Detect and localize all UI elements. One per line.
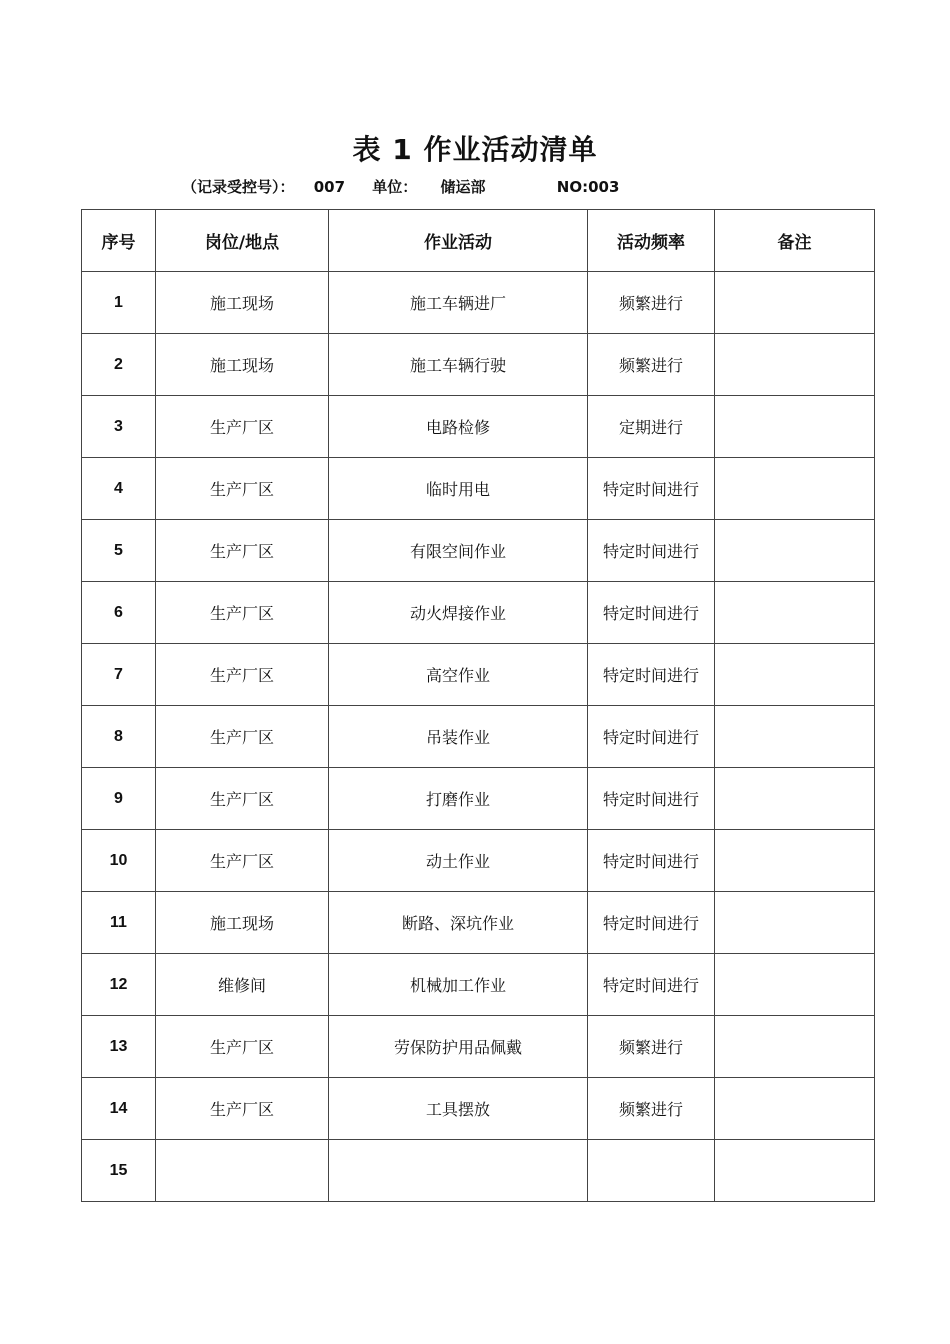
remarks-cell <box>715 706 875 768</box>
remarks-cell <box>715 396 875 458</box>
activity-cell: 临时用电 <box>329 458 588 520</box>
frequency-cell: 频繁进行 <box>588 272 715 334</box>
column-header: 活动频率 <box>588 210 715 272</box>
table-header-row <box>82 210 875 272</box>
location-cell: 施工现场 <box>156 272 329 334</box>
activity-cell <box>329 1140 588 1202</box>
frequency-cell: 特定时间进行 <box>588 644 715 706</box>
row-number-cell: 13 <box>82 1016 156 1078</box>
page-title: 表 1 作业活动清单 <box>352 133 598 166</box>
activity-table <box>81 209 875 1202</box>
table-body <box>82 272 875 1202</box>
table-row <box>82 892 875 954</box>
activity-cell: 动土作业 <box>329 830 588 892</box>
row-number-cell: 5 <box>82 520 156 582</box>
table-row <box>82 644 875 706</box>
activity-cell: 劳保防护用品佩戴 <box>329 1016 588 1078</box>
location-cell: 生产厂区 <box>156 582 329 644</box>
frequency-cell: 频繁进行 <box>588 1016 715 1078</box>
table-row <box>82 768 875 830</box>
row-number-cell: 9 <box>82 768 156 830</box>
remarks-cell <box>715 520 875 582</box>
activity-cell: 施工车辆行驶 <box>329 334 588 396</box>
remarks-cell <box>715 644 875 706</box>
column-header: 备注 <box>715 210 875 272</box>
table-row <box>82 396 875 458</box>
activity-cell: 施工车辆进厂 <box>329 272 588 334</box>
frequency-cell: 特定时间进行 <box>588 768 715 830</box>
unit-value: 储运部 <box>440 178 486 196</box>
location-cell: 生产厂区 <box>156 768 329 830</box>
remarks-cell <box>715 334 875 396</box>
activity-cell: 电路检修 <box>329 396 588 458</box>
location-cell: 生产厂区 <box>156 396 329 458</box>
location-cell <box>156 1140 329 1202</box>
remarks-cell <box>715 830 875 892</box>
row-number-cell: 4 <box>82 458 156 520</box>
column-header: 序号 <box>82 210 156 272</box>
frequency-cell: 特定时间进行 <box>588 458 715 520</box>
activity-cell: 动火焊接作业 <box>329 582 588 644</box>
table-row <box>82 706 875 768</box>
activity-cell: 机械加工作业 <box>329 954 588 1016</box>
table-row <box>82 334 875 396</box>
table-row <box>82 520 875 582</box>
row-number-cell: 8 <box>82 706 156 768</box>
location-cell: 生产厂区 <box>156 706 329 768</box>
activity-cell: 工具摆放 <box>329 1078 588 1140</box>
frequency-cell <box>588 1140 715 1202</box>
frequency-cell: 频繁进行 <box>588 1078 715 1140</box>
table-row <box>82 954 875 1016</box>
remarks-cell <box>715 954 875 1016</box>
record-meta-line <box>182 176 619 197</box>
location-cell: 生产厂区 <box>156 458 329 520</box>
remarks-cell <box>715 272 875 334</box>
location-cell: 生产厂区 <box>156 1078 329 1140</box>
table-row <box>82 458 875 520</box>
location-cell: 生产厂区 <box>156 1016 329 1078</box>
row-number-cell: 6 <box>82 582 156 644</box>
table-row <box>82 1016 875 1078</box>
frequency-cell: 特定时间进行 <box>588 892 715 954</box>
remarks-cell <box>715 892 875 954</box>
table-row <box>82 272 875 334</box>
activity-cell: 吊装作业 <box>329 706 588 768</box>
row-number-cell: 10 <box>82 830 156 892</box>
remarks-cell <box>715 1140 875 1202</box>
remarks-cell <box>715 458 875 520</box>
activity-cell: 有限空间作业 <box>329 520 588 582</box>
serial-number: NO:003 <box>556 178 620 196</box>
table-row <box>82 830 875 892</box>
frequency-cell: 特定时间进行 <box>588 954 715 1016</box>
location-cell: 施工现场 <box>156 892 329 954</box>
record-label: （记录受控号）： <box>182 178 295 196</box>
row-number-cell: 7 <box>82 644 156 706</box>
frequency-cell: 特定时间进行 <box>588 582 715 644</box>
row-number-cell: 2 <box>82 334 156 396</box>
frequency-cell: 特定时间进行 <box>588 520 715 582</box>
activity-cell: 高空作业 <box>329 644 588 706</box>
frequency-cell: 特定时间进行 <box>588 830 715 892</box>
location-cell: 维修间 <box>156 954 329 1016</box>
frequency-cell: 定期进行 <box>588 396 715 458</box>
unit-label: 单位： <box>372 178 418 196</box>
frequency-cell: 频繁进行 <box>588 334 715 396</box>
table-row <box>82 1078 875 1140</box>
location-cell: 生产厂区 <box>156 644 329 706</box>
row-number-cell: 14 <box>82 1078 156 1140</box>
table-row <box>82 582 875 644</box>
row-number-cell: 12 <box>82 954 156 1016</box>
remarks-cell <box>715 768 875 830</box>
row-number-cell: 11 <box>82 892 156 954</box>
remarks-cell <box>715 1016 875 1078</box>
row-number-cell: 3 <box>82 396 156 458</box>
location-cell: 生产厂区 <box>156 520 329 582</box>
location-cell: 施工现场 <box>156 334 329 396</box>
column-header: 作业活动 <box>329 210 588 272</box>
row-number-cell: 1 <box>82 272 156 334</box>
table-row <box>82 1140 875 1202</box>
column-header: 岗位/地点 <box>156 210 329 272</box>
frequency-cell: 特定时间进行 <box>588 706 715 768</box>
remarks-cell <box>715 1078 875 1140</box>
row-number-cell: 15 <box>82 1140 156 1202</box>
record-number: 007 <box>313 178 346 196</box>
activity-cell: 断路、深坑作业 <box>329 892 588 954</box>
remarks-cell <box>715 582 875 644</box>
activity-cell: 打磨作业 <box>329 768 588 830</box>
location-cell: 生产厂区 <box>156 830 329 892</box>
